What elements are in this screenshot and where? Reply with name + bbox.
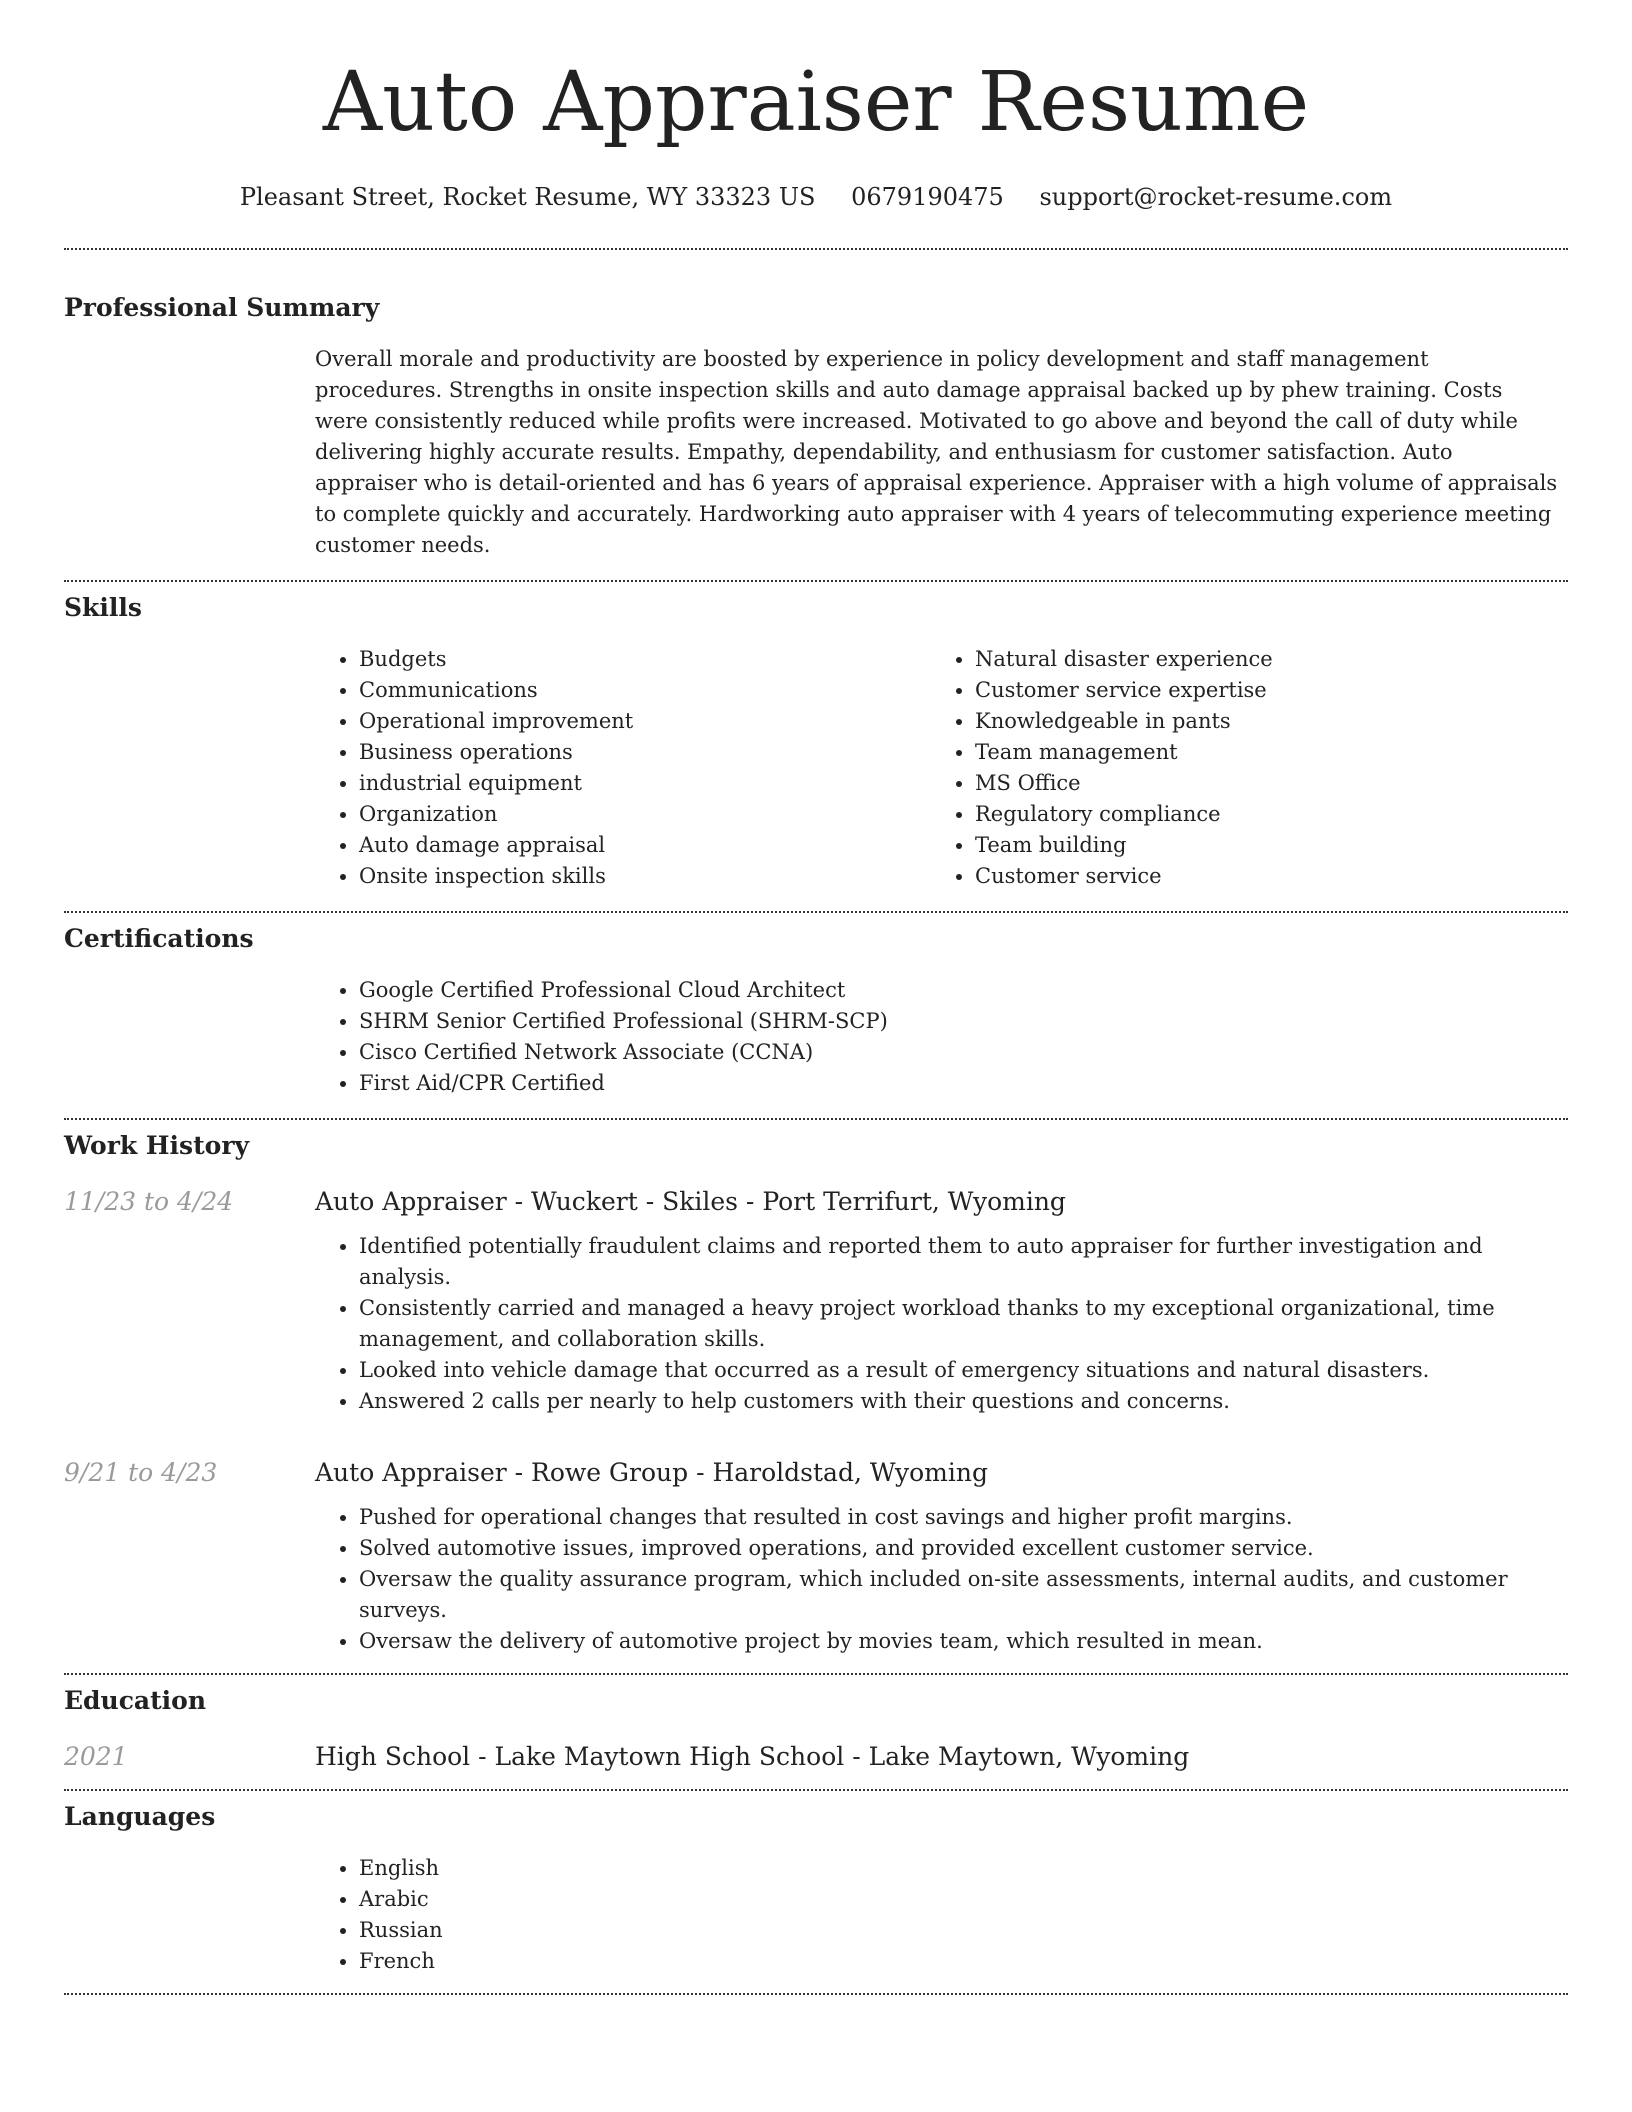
job-bullet: • Identified potentially fraudulent claims and reported them to auto appraiser for further investigation and analysis. xyxy=(359,1231,1568,1293)
skill-item: • Onsite inspection skills xyxy=(359,861,931,892)
skill-item: • Natural disaster experience xyxy=(975,644,1547,675)
skill-item: • Organization xyxy=(359,799,931,830)
certification-item: • Google Certified Professional Cloud Architect xyxy=(359,975,1568,1006)
skill-item: • MS Office xyxy=(975,768,1547,799)
work-history-heading: Work History xyxy=(64,1131,250,1160)
job-entry xyxy=(64,1184,1568,1417)
job-bullet: • Answered 2 calls per nearly to help customers with their questions and concerns. xyxy=(359,1386,1568,1417)
skill-item: • Team management xyxy=(975,737,1547,768)
skill-item: • Budgets xyxy=(359,644,931,675)
contact-line xyxy=(0,180,1632,214)
skill-item: • Team building xyxy=(975,830,1547,861)
languages-list xyxy=(315,1853,1568,1977)
job-bullet: • Oversaw the quality assurance program, which included on-site assessments, internal audits, and customer surveys. xyxy=(359,1564,1568,1626)
skills-column-right xyxy=(931,644,1547,892)
resume-title: Auto Appraiser Resume xyxy=(322,55,1310,150)
skills-section xyxy=(64,582,1568,892)
languages-body xyxy=(315,1853,1568,1977)
job-date: 11/23 to 4/24 xyxy=(64,1187,234,1216)
job-date: 9/21 to 4/23 xyxy=(64,1458,218,1487)
education-entry xyxy=(64,1739,1568,1775)
work-history-section xyxy=(64,1120,1568,1657)
divider xyxy=(64,1993,1568,1995)
job-header xyxy=(64,1455,1568,1491)
skills-list-right xyxy=(931,644,1547,892)
education-heading: Education xyxy=(64,1686,207,1715)
education-section xyxy=(64,1675,1568,1775)
skill-item: • Operational improvement xyxy=(359,706,931,737)
skills-heading: Skills xyxy=(64,593,142,622)
skill-item: • industrial equipment xyxy=(359,768,931,799)
language-item: • Russian xyxy=(359,1915,1568,1946)
language-item: • Arabic xyxy=(359,1884,1568,1915)
certifications-body xyxy=(315,975,1568,1099)
languages-heading: Languages xyxy=(64,1802,216,1831)
summary-heading: Professional Summary xyxy=(64,293,380,322)
contact-email[interactable]: support@rocket-resume.com xyxy=(1039,183,1393,211)
language-item: • English xyxy=(359,1853,1568,1884)
contact-phone: 0679190475 xyxy=(851,183,1004,211)
certifications-list xyxy=(315,975,1568,1099)
skills-column-left xyxy=(315,644,931,892)
skill-item: • Customer service expertise xyxy=(975,675,1547,706)
skill-item: • Auto damage appraisal xyxy=(359,830,931,861)
skill-item: • Regulatory compliance xyxy=(975,799,1547,830)
job-bullets xyxy=(315,1231,1568,1417)
skill-item: • Communications xyxy=(359,675,931,706)
certifications-section xyxy=(64,913,1568,1099)
job-entry xyxy=(64,1455,1568,1657)
summary-text: Overall morale and productivity are boosted by experience in policy development and staff management procedures. Strengths in onsite inspection skills and auto damage appraisal backed up by phew training. Costs were consistently reduced while profits were increased. Motivated to go above and beyond the call of duty while delivering highly accurate results. Empathy, dependability, and enthusiasm for customer satisfaction. Auto appraiser who is detail-oriented and has 6 years of appraisal experience. Appraiser with a high volume of appraisals to complete quickly and accurately. Hardworking auto appraiser with 4 years of telecommuting experience meeting customer needs. xyxy=(315,347,1558,557)
job-bullet: • Solved automotive issues, improved operations, and provided excellent customer service. xyxy=(359,1533,1568,1564)
summary-section xyxy=(64,250,1568,561)
resume-header xyxy=(0,0,1632,214)
education-title: High School - Lake Maytown High School - Lake Maytown, Wyoming xyxy=(315,1742,1190,1771)
job-title: Auto Appraiser - Rowe Group - Haroldstad, Wyoming xyxy=(315,1458,988,1487)
skill-item: • Customer service xyxy=(975,861,1547,892)
contact-address: Pleasant Street, Rocket Resume, WY 33323 US xyxy=(239,183,816,211)
job-bullet: • Consistently carried and managed a heavy project workload thanks to my exceptional organizational, time management, and collaboration skills. xyxy=(359,1293,1568,1355)
job-bullet: • Pushed for operational changes that resulted in cost savings and higher profit margins. xyxy=(359,1502,1568,1533)
job-title: Auto Appraiser - Wuckert - Skiles - Port Terrifurt, Wyoming xyxy=(315,1187,1066,1216)
job-bullets xyxy=(315,1502,1568,1657)
certification-item: • SHRM Senior Certified Professional (SHRM-SCP) xyxy=(359,1006,1568,1037)
skills-grid xyxy=(315,644,1568,892)
certifications-heading: Certifications xyxy=(64,924,254,953)
skills-list-left xyxy=(315,644,931,892)
skill-item: • Knowledgeable in pants xyxy=(975,706,1547,737)
skill-item: • Business operations xyxy=(359,737,931,768)
certification-item: • Cisco Certified Network Associate (CCNA) xyxy=(359,1037,1568,1068)
language-item: • French xyxy=(359,1946,1568,1977)
job-bullet: • Looked into vehicle damage that occurred as a result of emergency situations and natural disasters. xyxy=(359,1355,1568,1386)
education-date: 2021 xyxy=(64,1742,128,1771)
job-header xyxy=(64,1184,1568,1220)
job-bullet: • Oversaw the delivery of automotive project by movies team, which resulted in mean. xyxy=(359,1626,1568,1657)
job-bullets-wrap xyxy=(315,1502,1568,1657)
languages-section xyxy=(64,1791,1568,1977)
certification-item: • First Aid/CPR Certified xyxy=(359,1068,1568,1099)
job-bullets-wrap xyxy=(315,1231,1568,1417)
